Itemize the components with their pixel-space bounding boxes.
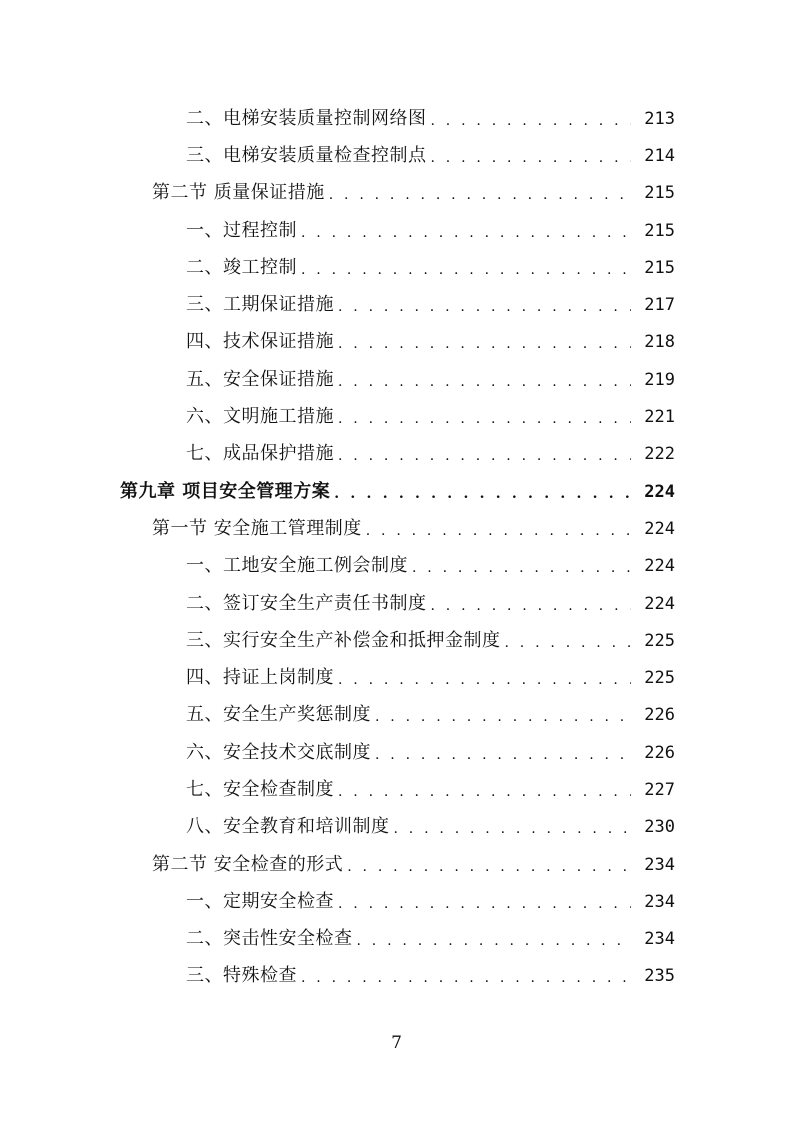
toc-entry-item[interactable] (0, 137, 793, 174)
toc-dot-leader (338, 445, 631, 467)
toc-entry-page-number: 217 (644, 295, 675, 316)
toc-entry-page-number: 215 (644, 220, 675, 241)
toc-entry-page-number: 226 (644, 742, 675, 763)
toc-entry-item[interactable] (0, 100, 793, 137)
toc-entry-item[interactable] (0, 286, 793, 323)
toc-dot-leader (301, 222, 631, 244)
toc-entry-title: 第九章 项目安全管理方案 (120, 480, 331, 502)
toc-entry-item[interactable] (0, 697, 793, 734)
toc-entry-page-number: 215 (644, 183, 675, 204)
toc-entry-item[interactable] (0, 585, 793, 622)
toc-entry-chapter[interactable] (0, 473, 793, 510)
toc-entry-page-number: 221 (644, 407, 675, 428)
page-number: 7 (391, 1033, 402, 1053)
toc-entry-title: 三、电梯安装质量检查控制点 (186, 144, 427, 166)
toc-entry-title: 三、实行安全生产补偿金和抵押金制度 (186, 629, 501, 651)
toc-entry-page-number: 230 (644, 817, 675, 838)
toc-entry-item[interactable] (0, 212, 793, 249)
toc-dot-leader (431, 595, 632, 617)
toc-entry-title: 一、定期安全检查 (186, 890, 334, 912)
toc-entry-title: 六、安全技术交底制度 (186, 741, 371, 763)
toc-entry-page-number: 214 (644, 145, 675, 166)
toc-entry-title: 三、工期保证措施 (186, 294, 334, 316)
toc-dot-leader (338, 893, 631, 915)
toc-entry-page-number: 226 (644, 705, 675, 726)
toc-entry-section[interactable] (0, 175, 793, 212)
toc-entry-title: 二、电梯安装质量控制网络图 (186, 107, 427, 129)
toc-entry-item[interactable] (0, 921, 793, 958)
toc-entry-page-number: 224 (644, 593, 675, 614)
toc-entry-title: 五、安全生产奖惩制度 (186, 704, 371, 726)
toc-dot-leader (366, 520, 631, 542)
toc-entry-page-number: 215 (644, 257, 675, 278)
toc-entry-item[interactable] (0, 958, 793, 995)
toc-entry-page-number: 234 (644, 891, 675, 912)
toc-entry-page-number: 227 (644, 779, 675, 800)
toc-entry-page-number: 225 (644, 668, 675, 689)
toc-dot-leader (301, 967, 631, 989)
toc-entry-title: 二、签订安全生产责任书制度 (186, 592, 427, 614)
toc-entry-page-number: 222 (644, 444, 675, 465)
toc-dot-leader (329, 184, 631, 206)
toc-dot-leader (375, 706, 631, 728)
toc-entry-page-number: 224 (644, 556, 675, 577)
table-of-contents (0, 100, 793, 995)
toc-entry-title: 七、成品保护措施 (186, 443, 334, 465)
toc-entry-title: 五、安全保证措施 (186, 368, 334, 390)
toc-entry-title: 七、安全检查制度 (186, 778, 334, 800)
toc-entry-page-number: 225 (644, 630, 675, 651)
toc-entry-title: 一、工地安全施工例会制度 (186, 555, 408, 577)
toc-entry-title: 第一节 安全施工管理制度 (152, 517, 362, 539)
toc-entry-section[interactable] (0, 510, 793, 547)
toc-entry-item[interactable] (0, 324, 793, 361)
toc-entry-title: 四、技术保证措施 (186, 331, 334, 353)
toc-entry-section[interactable] (0, 846, 793, 883)
toc-entry-title: 第二节 质量保证措施 (152, 182, 325, 204)
toc-entry-item[interactable] (0, 361, 793, 398)
toc-dot-leader (347, 856, 631, 878)
toc-entry-page-number: 235 (644, 966, 675, 987)
toc-entry-page-number: 219 (644, 369, 675, 390)
toc-entry-item[interactable] (0, 809, 793, 846)
toc-entry-title: 八、安全教育和培训制度 (186, 816, 390, 838)
toc-entry-page-number: 224 (644, 518, 675, 539)
toc-entry-title: 六、文明施工措施 (186, 406, 334, 428)
toc-dot-leader (375, 744, 631, 766)
toc-entry-item[interactable] (0, 659, 793, 696)
toc-entry-page-number: 234 (644, 929, 675, 950)
toc-entry-page-number: 234 (644, 854, 675, 875)
toc-entry-page-number: 213 (644, 108, 675, 129)
toc-entry-item[interactable] (0, 622, 793, 659)
toc-dot-leader (412, 557, 631, 579)
toc-entry-item[interactable] (0, 249, 793, 286)
toc-entry-page-number: 218 (644, 332, 675, 353)
toc-entry-title: 二、竣工控制 (186, 256, 297, 278)
toc-dot-leader (338, 333, 631, 355)
toc-dot-leader (431, 110, 632, 132)
toc-entry-page-number: 224 (644, 481, 675, 502)
toc-entry-title: 四、持证上岗制度 (186, 667, 334, 689)
toc-dot-leader (338, 296, 631, 318)
toc-dot-leader (338, 408, 631, 430)
toc-dot-leader (334, 483, 631, 505)
toc-dot-leader (357, 930, 632, 952)
toc-dot-leader (338, 371, 631, 393)
toc-dot-leader (431, 147, 632, 169)
toc-entry-item[interactable] (0, 398, 793, 435)
toc-entry-item[interactable] (0, 883, 793, 920)
toc-entry-title: 第二节 安全检查的形式 (152, 853, 344, 875)
toc-entry-title: 一、过程控制 (186, 219, 297, 241)
toc-entry-item[interactable] (0, 548, 793, 585)
toc-entry-item[interactable] (0, 436, 793, 473)
toc-entry-item[interactable] (0, 734, 793, 771)
toc-dot-leader (301, 259, 631, 281)
toc-dot-leader (338, 781, 631, 803)
toc-dot-leader (394, 818, 632, 840)
toc-entry-title: 三、特殊检查 (186, 965, 297, 987)
toc-entry-item[interactable] (0, 771, 793, 808)
toc-entry-title: 二、突击性安全检查 (186, 928, 353, 950)
toc-dot-leader (505, 632, 632, 654)
toc-dot-leader (338, 669, 631, 691)
